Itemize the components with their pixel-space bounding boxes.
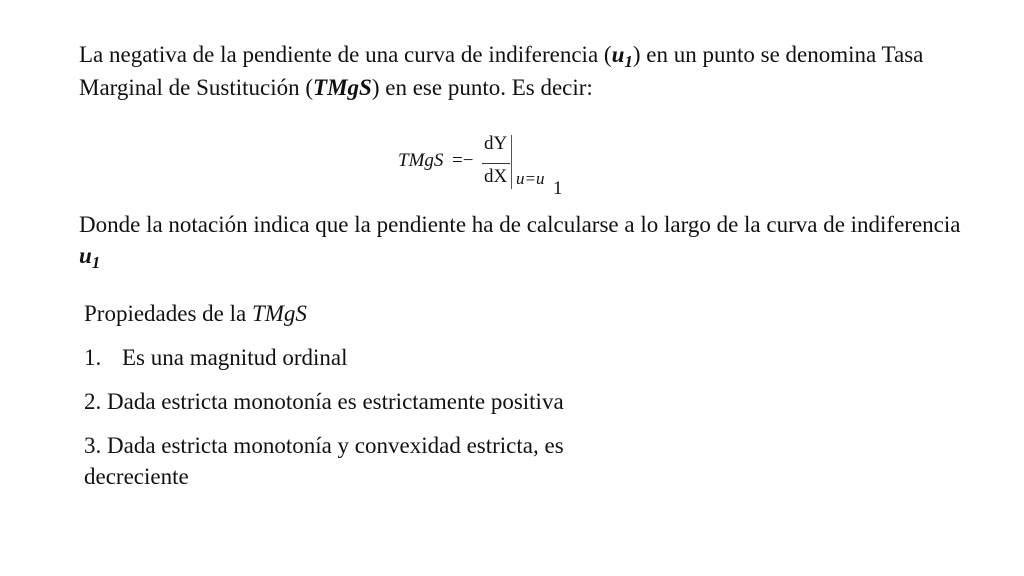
property-item-2-text: 2. Dada estricta monotonía es estrictamente positiva [84,389,564,414]
property-item-3 [84,430,644,492]
u-symbol: u [611,42,625,67]
u-subscript-2: 1 [91,253,101,272]
properties-title-prefix: Propiedades de la [84,301,252,326]
formula-lhs: TMgS [398,150,444,171]
u-symbol-2: u [79,243,92,268]
property-item-1 [84,342,348,373]
definition-text-3: ) en ese punto. Es decir: [371,75,593,100]
evaluation-bar [511,135,512,189]
formula-numerator: dY [484,133,508,154]
formula-condition: u=u [516,169,545,188]
fraction-bar [482,163,510,164]
notation-paragraph [79,209,979,273]
tmgs-formula [398,133,598,203]
definition-text-2: ) en un punto se denomina Tasa Marginal de Sustitución ( [79,42,924,100]
formula-equals: =− [452,150,474,171]
property-item-1-number: 1. [84,345,102,370]
definition-text-1: La negativa de la pendiente de una curva de indiferencia ( [79,42,612,67]
tmgs-term: TMgS [313,75,372,100]
properties-title [84,298,307,329]
property-item-1-text: Es una magnitud ordinal [122,345,348,370]
property-item-2 [84,386,564,417]
formula-denominator: dX [484,166,508,187]
definition-paragraph [79,39,979,103]
u-subscript: 1 [624,52,633,71]
properties-title-symbol: TMgS [251,301,307,326]
formula-index: 1 [553,178,563,199]
notation-text: Donde la notación indica que la pendiente ha de calcularse a lo largo de la curva de indiferencia [79,212,961,237]
property-item-3-text: 3. Dada estricta monotonía y convexidad estricta, es decreciente [84,433,564,489]
